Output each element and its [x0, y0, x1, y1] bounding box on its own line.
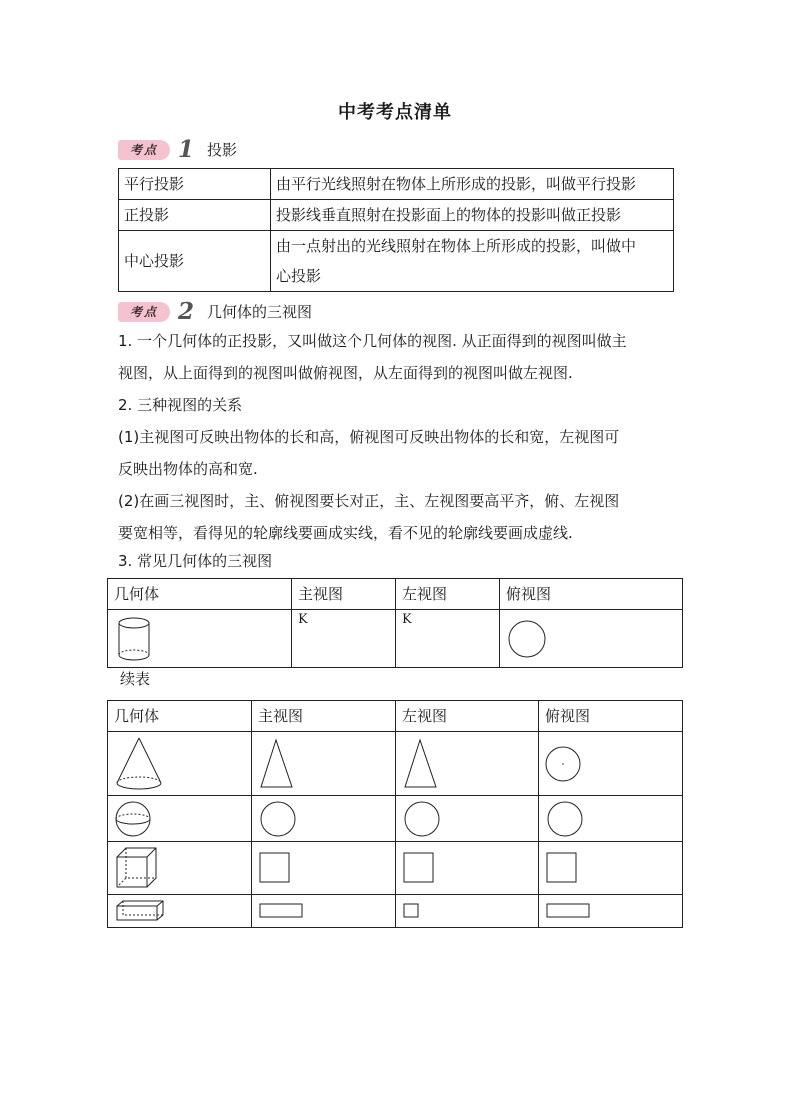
shape-cell [108, 895, 252, 928]
sphere-icon [114, 799, 156, 839]
section-number: 1 [178, 136, 195, 163]
table-row [119, 200, 674, 231]
shape-cell [108, 842, 252, 895]
section-title: 几何体的三视图 [207, 303, 313, 321]
square-view-icon [258, 851, 292, 885]
column-header: 主视图 [292, 579, 396, 610]
text-line: 要宽相等，看得见的轮廓线要画成实线，看不见的轮廓线要画成虚线. [118, 524, 573, 542]
column-header: 几何体 [108, 579, 292, 610]
column-header: 几何体 [108, 701, 252, 732]
shape-cell [108, 796, 252, 842]
paragraph-relation-1 [118, 421, 678, 485]
section-heading-1 [118, 136, 237, 163]
circle-view-icon [258, 799, 300, 839]
front-view-cell: K [292, 610, 396, 668]
small-square-view-icon [402, 902, 422, 920]
section-title: 投影 [207, 141, 238, 159]
section-badge: 考点 [118, 302, 170, 322]
left-view-cell [396, 895, 539, 928]
table-cell: 平行投影 [119, 169, 271, 200]
circle-with-center-view-icon [545, 744, 585, 784]
table-row [108, 610, 683, 668]
column-header: 主视图 [252, 701, 396, 732]
paragraph-relations-heading: 2. 三种视图的关系 [118, 396, 243, 414]
views-table-continued [107, 700, 683, 928]
front-view-cell [252, 842, 396, 895]
front-view-cell [252, 895, 396, 928]
table-row [108, 796, 683, 842]
left-view-cell [396, 796, 539, 842]
top-view-cell [500, 610, 683, 668]
column-header: 左视图 [396, 579, 500, 610]
shape-cell [108, 610, 292, 668]
left-view-cell [396, 732, 539, 796]
top-view-cell [539, 895, 683, 928]
page-title: 中考考点清单 [338, 102, 452, 123]
top-view-cell [539, 732, 683, 796]
text-line: (2)在画三视图时，主、俯视图要长对正，主、左视图要高平齐，俯、左视图 [118, 492, 620, 510]
section-number: 2 [178, 298, 195, 325]
cube-icon [114, 845, 158, 891]
table-header-row [108, 701, 683, 732]
front-view-cell [252, 732, 396, 796]
square-view-icon [545, 851, 579, 885]
top-view-cell [539, 842, 683, 895]
left-view-cell [396, 842, 539, 895]
top-view-cell [539, 796, 683, 842]
text-line: 反映出物体的高和宽. [118, 460, 258, 478]
table-cell: 正投影 [119, 200, 271, 231]
table-row [119, 231, 674, 292]
section-badge: 考点 [118, 140, 170, 160]
triangle-view-icon [402, 737, 442, 791]
cell-line: 心投影 [276, 267, 322, 285]
rectangle-view-icon [258, 902, 304, 920]
circle-view-icon [402, 799, 444, 839]
cylinder-icon [114, 614, 154, 664]
left-view-cell: K [396, 610, 500, 668]
views-table [107, 578, 683, 668]
circle-view-icon [545, 799, 587, 839]
shape-cell [108, 732, 252, 796]
table-cell: 由平行光线照射在物体上所形成的投影，叫做平行投影 [271, 169, 674, 200]
square-view-icon [402, 851, 436, 885]
table-cell: 投影线垂直照射在投影面上的物体的投影叫做正投影 [271, 200, 674, 231]
continued-label: 续表 [120, 670, 151, 688]
front-view-cell [252, 796, 396, 842]
triangle-view-icon [258, 737, 298, 791]
paragraph-relation-2 [118, 485, 678, 549]
projection-table [118, 168, 674, 292]
table-row [119, 169, 674, 200]
column-header: 左视图 [396, 701, 539, 732]
text-line: 视图，从上面得到的视图叫做俯视图，从左面得到的视图叫做左视图. [118, 364, 573, 382]
paragraph-views-definition [118, 325, 678, 389]
cone-icon [114, 735, 164, 793]
table-cell [271, 231, 674, 292]
table-row [108, 842, 683, 895]
table-header-row [108, 579, 683, 610]
cell-line: 由一点射出的光线照射在物体上所形成的投影，叫做中 [276, 237, 637, 255]
paragraph-common-views-heading: 3. 常见几何体的三视图 [118, 552, 273, 570]
circle-view-icon [506, 618, 548, 660]
table-row [108, 732, 683, 796]
rectangle-view-icon [545, 902, 591, 920]
table-cell: 中心投影 [119, 231, 271, 292]
column-header: 俯视图 [539, 701, 683, 732]
text-line: (1)主视图可反映出物体的长和高，俯视图可反映出物体的长和宽，左视图可 [118, 428, 620, 446]
column-header: 俯视图 [500, 579, 683, 610]
table-row [108, 895, 683, 928]
cuboid-icon [114, 898, 166, 924]
section-heading-2 [118, 298, 312, 325]
text-line: 1. 一个几何体的正投影，又叫做这个几何体的视图. 从正面得到的视图叫做主 [118, 332, 627, 350]
